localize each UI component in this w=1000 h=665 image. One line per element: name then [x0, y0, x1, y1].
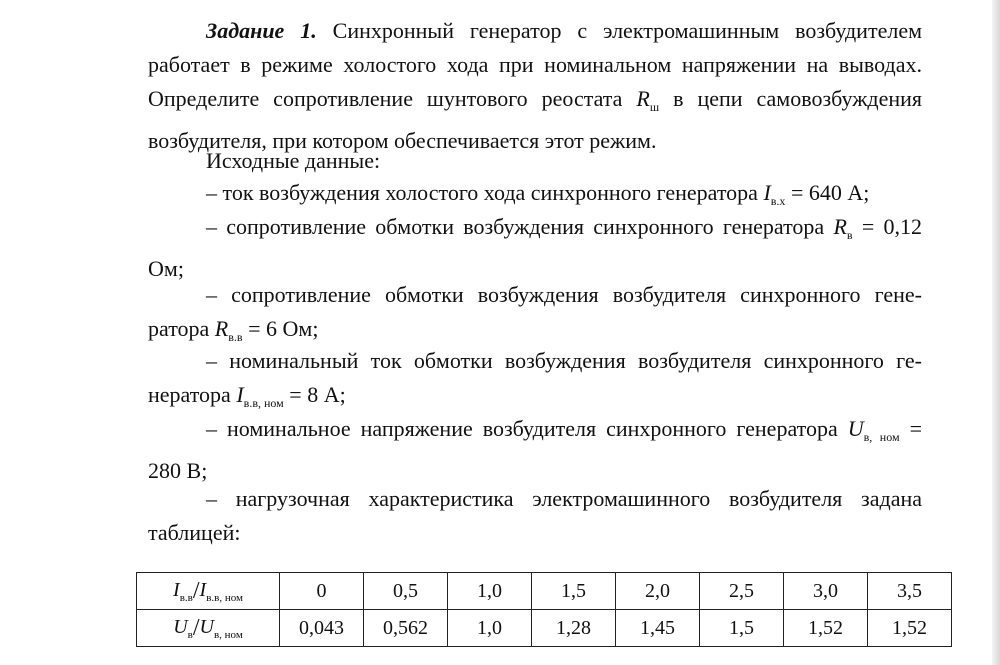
table-cell: 2,5 — [700, 573, 784, 610]
table-cell: 2,0 — [616, 573, 700, 610]
given-heading: Исходные данные: — [206, 148, 381, 173]
table-cell: 1,5 — [700, 610, 784, 647]
given-item-5: – номинальное напряжение возбудителя синхронного генератора $U_{в, ном} = 280$ В; — [148, 416, 922, 483]
page-edge-shadow — [992, 0, 1000, 665]
table-row — [137, 610, 952, 647]
task-statement-tail: в цепи самовозбуждения возбудителя, при котором обеспечивается этот режим. — [148, 86, 923, 153]
table-cell: 0,562 — [364, 610, 448, 647]
given-item-6: – нагрузочная характеристика электромашинного возбудителя задана таблицей: — [148, 486, 922, 545]
task-statement-text: Синхронный генератор с электромашинным возбудителем работает в режиме холостого хода при номинальном напряжении на выводах. Определите сопротивление шунтового реостата — [148, 18, 923, 111]
row-header-voltage-ratio: $U_в/U_{в, ном}$ — [137, 610, 280, 647]
table-cell: 3,0 — [784, 573, 868, 610]
symbol-r-sh: $R_ш$ — [636, 86, 660, 114]
table-cell: 1,45 — [616, 610, 700, 647]
given-item-1: – ток возбуждения холостого хода синхронного генератора $I_{в.х} = 640$ А; — [206, 180, 870, 208]
table-cell: 1,52 — [868, 610, 952, 647]
table-cell: 0,5 — [364, 573, 448, 610]
table-cell: 1,52 — [784, 610, 868, 647]
task-statement — [148, 14, 922, 158]
table-cell: 1,28 — [532, 610, 616, 647]
load-characteristic-table — [136, 572, 952, 647]
given-item-2: – сопротивление обмотки возбуждения синхронного генератора $R_в = 0,12$ Ом; — [148, 214, 922, 281]
table-row — [137, 573, 952, 610]
table-cell: 3,5 — [868, 573, 952, 610]
table-cell: 0,043 — [280, 610, 364, 647]
row-header-current-ratio: $I_{в.в}/I_{в.в, ном}$ — [137, 573, 280, 610]
given-item-3: – сопротивление обмотки возбуждения возбудителя синхронного гене-ратора $R_{в.в} = 6$ Ом; — [148, 282, 922, 344]
table-cell: 1,0 — [448, 610, 532, 647]
table-cell: 0 — [280, 573, 364, 610]
given-item-4: – номинальный ток обмотки возбуждения возбудителя синхронного ге-нератора $I_{в.в, ном} = 8$ А; — [148, 348, 922, 410]
task-label: Задание 1. — [206, 18, 317, 43]
table-cell: 1,5 — [532, 573, 616, 610]
table-cell: 1,0 — [448, 573, 532, 610]
